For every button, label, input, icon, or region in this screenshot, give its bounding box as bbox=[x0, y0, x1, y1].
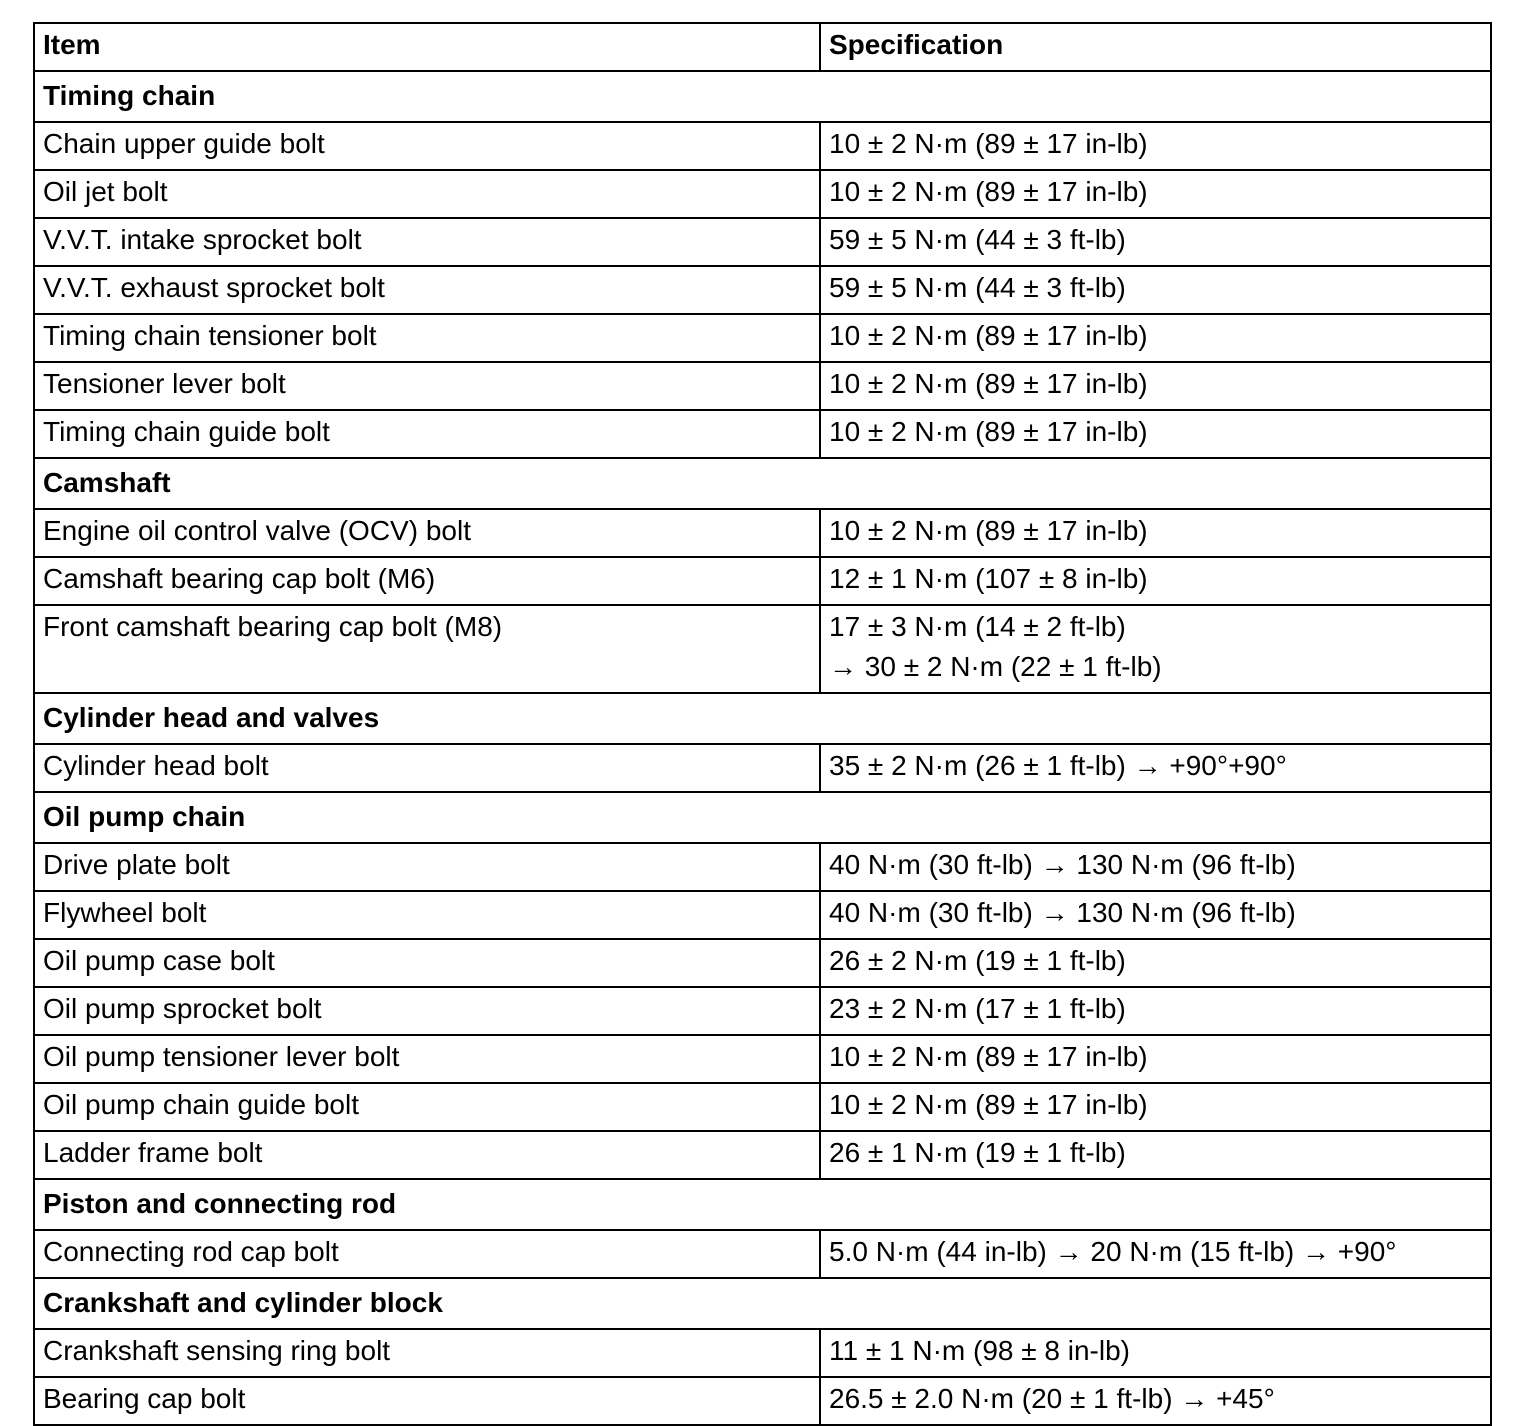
item-cell: Front camshaft bearing cap bolt (M8) bbox=[34, 605, 820, 693]
specification-value: 11 ± 1 N·m (98 ± 8 in-lb) bbox=[829, 1335, 1130, 1366]
specification-cell bbox=[820, 843, 1491, 891]
torque-spec-table bbox=[33, 22, 1492, 1426]
table-row bbox=[34, 509, 1491, 557]
item-cell: Timing chain guide bolt bbox=[34, 410, 820, 458]
item-cell: Ladder frame bolt bbox=[34, 1131, 820, 1179]
specification-value: 10 ± 2 N·m (89 ± 17 in-lb) bbox=[829, 515, 1148, 546]
specification-value: 17 ± 3 N·m (14 ± 2 ft-lb) bbox=[829, 611, 1126, 642]
table-row bbox=[34, 314, 1491, 362]
specification-value: 59 ± 5 N·m (44 ± 3 ft-lb) bbox=[829, 272, 1126, 303]
specification-cell bbox=[820, 509, 1491, 557]
specification-cell bbox=[820, 266, 1491, 314]
table-row bbox=[34, 1230, 1491, 1278]
section-title: Crankshaft and cylinder block bbox=[34, 1278, 1491, 1329]
table-row bbox=[34, 605, 1491, 693]
item-cell: Timing chain tensioner bolt bbox=[34, 314, 820, 362]
specification-cell bbox=[820, 1230, 1491, 1278]
specification-value: 10 ± 2 N·m (89 ± 17 in-lb) bbox=[829, 1089, 1148, 1120]
specification-value: 26.5 ± 2.0 N·m (20 ± 1 ft-lb) → +45° bbox=[829, 1383, 1275, 1414]
section-title: Oil pump chain bbox=[34, 792, 1491, 843]
table-row bbox=[34, 218, 1491, 266]
section-row bbox=[34, 693, 1491, 744]
table-body bbox=[34, 71, 1491, 1425]
specification-cell bbox=[820, 1035, 1491, 1083]
table-row bbox=[34, 557, 1491, 605]
specification-cell bbox=[820, 410, 1491, 458]
item-cell: Oil jet bolt bbox=[34, 170, 820, 218]
table-row bbox=[34, 1377, 1491, 1425]
specification-value: 5.0 N·m (44 in-lb) → 20 N·m (15 ft-lb) → +90° bbox=[829, 1236, 1397, 1267]
specification-value: 59 ± 5 N·m (44 ± 3 ft-lb) bbox=[829, 224, 1126, 255]
specification-cell bbox=[820, 1131, 1491, 1179]
item-cell: Drive plate bolt bbox=[34, 843, 820, 891]
item-cell: Bearing cap bolt bbox=[34, 1377, 820, 1425]
specification-cell bbox=[820, 987, 1491, 1035]
item-cell: Tensioner lever bolt bbox=[34, 362, 820, 410]
specification-value: 40 N·m (30 ft-lb) → 130 N·m (96 ft-lb) bbox=[829, 897, 1296, 928]
section-title: Timing chain bbox=[34, 71, 1491, 122]
specification-cell bbox=[820, 605, 1491, 693]
specification-value: 26 ± 2 N·m (19 ± 1 ft-lb) bbox=[829, 945, 1126, 976]
item-cell: V.V.T. intake sprocket bolt bbox=[34, 218, 820, 266]
section-title: Camshaft bbox=[34, 458, 1491, 509]
section-row bbox=[34, 792, 1491, 843]
specification-cell bbox=[820, 939, 1491, 987]
item-cell: Flywheel bolt bbox=[34, 891, 820, 939]
table-row bbox=[34, 266, 1491, 314]
specification-cell bbox=[820, 891, 1491, 939]
section-row bbox=[34, 1179, 1491, 1230]
column-header-item: Item bbox=[34, 23, 820, 71]
specification-cell bbox=[820, 1083, 1491, 1131]
specification-value: 10 ± 2 N·m (89 ± 17 in-lb) bbox=[829, 1041, 1148, 1072]
table-row bbox=[34, 170, 1491, 218]
item-cell: Oil pump sprocket bolt bbox=[34, 987, 820, 1035]
specification-cell bbox=[820, 314, 1491, 362]
item-cell: Oil pump chain guide bolt bbox=[34, 1083, 820, 1131]
item-cell: Cylinder head bolt bbox=[34, 744, 820, 792]
column-header-specification: Specification bbox=[820, 23, 1491, 71]
specification-value: 40 N·m (30 ft-lb) → 130 N·m (96 ft-lb) bbox=[829, 849, 1296, 880]
specification-value: → 30 ± 2 N·m (22 ± 1 ft-lb) bbox=[829, 651, 1162, 682]
specification-cell bbox=[820, 218, 1491, 266]
item-cell: Crankshaft sensing ring bolt bbox=[34, 1329, 820, 1377]
specification-value: 12 ± 1 N·m (107 ± 8 in-lb) bbox=[829, 563, 1148, 594]
specification-cell bbox=[820, 744, 1491, 792]
section-title: Cylinder head and valves bbox=[34, 693, 1491, 744]
specification-cell bbox=[820, 122, 1491, 170]
specification-value: 10 ± 2 N·m (89 ± 17 in-lb) bbox=[829, 368, 1148, 399]
specification-cell bbox=[820, 362, 1491, 410]
table-row bbox=[34, 1083, 1491, 1131]
header-row bbox=[34, 23, 1491, 71]
specification-value: 35 ± 2 N·m (26 ± 1 ft-lb) → +90°+90° bbox=[829, 750, 1287, 781]
section-row bbox=[34, 458, 1491, 509]
item-cell: Oil pump tensioner lever bolt bbox=[34, 1035, 820, 1083]
specification-value: 23 ± 2 N·m (17 ± 1 ft-lb) bbox=[829, 993, 1126, 1024]
specification-value: 10 ± 2 N·m (89 ± 17 in-lb) bbox=[829, 416, 1148, 447]
item-cell: Connecting rod cap bolt bbox=[34, 1230, 820, 1278]
table-row bbox=[34, 122, 1491, 170]
item-cell: V.V.T. exhaust sprocket bolt bbox=[34, 266, 820, 314]
specification-value: 10 ± 2 N·m (89 ± 17 in-lb) bbox=[829, 320, 1148, 351]
table-row bbox=[34, 939, 1491, 987]
table-row bbox=[34, 1035, 1491, 1083]
table-row bbox=[34, 362, 1491, 410]
item-cell: Chain upper guide bolt bbox=[34, 122, 820, 170]
specification-value: 10 ± 2 N·m (89 ± 17 in-lb) bbox=[829, 176, 1148, 207]
specification-value: 10 ± 2 N·m (89 ± 17 in-lb) bbox=[829, 128, 1148, 159]
specification-cell bbox=[820, 557, 1491, 605]
table-row bbox=[34, 410, 1491, 458]
section-title: Piston and connecting rod bbox=[34, 1179, 1491, 1230]
section-row bbox=[34, 1278, 1491, 1329]
table-row bbox=[34, 1131, 1491, 1179]
table-row bbox=[34, 1329, 1491, 1377]
specification-value: 26 ± 1 N·m (19 ± 1 ft-lb) bbox=[829, 1137, 1126, 1168]
specification-cell bbox=[820, 1329, 1491, 1377]
table-row bbox=[34, 891, 1491, 939]
specification-cell bbox=[820, 1377, 1491, 1425]
table-row bbox=[34, 843, 1491, 891]
item-cell: Oil pump case bolt bbox=[34, 939, 820, 987]
table-row bbox=[34, 987, 1491, 1035]
item-cell: Engine oil control valve (OCV) bolt bbox=[34, 509, 820, 557]
table-row bbox=[34, 744, 1491, 792]
specification-cell bbox=[820, 170, 1491, 218]
item-cell: Camshaft bearing cap bolt (M6) bbox=[34, 557, 820, 605]
section-row bbox=[34, 71, 1491, 122]
